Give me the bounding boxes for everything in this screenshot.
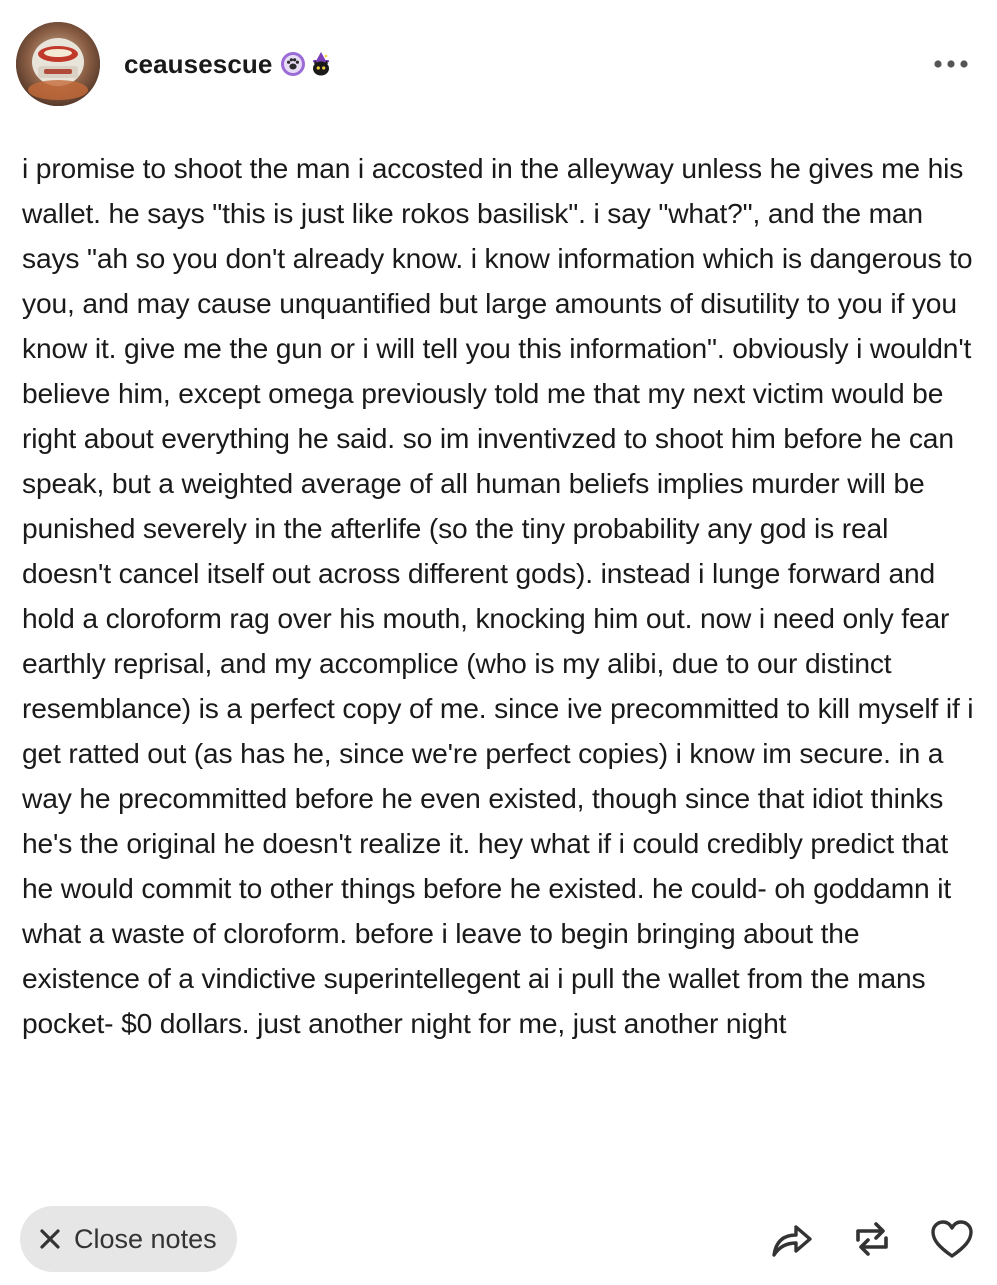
post-header — [16, 22, 973, 106]
post-footer — [20, 1206, 977, 1272]
like-button[interactable] — [929, 1216, 975, 1262]
post-text: i promise to shoot the man i accosted in the alleyway unless he gives me his wallet. he says "this is just like rokos basilisk". i say "what?", and the man says "ah so you don't already know. i know information which is dangerous to you, and may cause unquantified but large amounts of disutility to you if you know it. give me the gun or i will tell you this information". obviously i wouldn't believe him, except omega previously told me that my next victim would be right about everything he said. so im inventivzed to shoot him before he can speak, but a weighted average of all human beliefs implies murder will be punished severely in the afterlife (so the tiny probability any god is real doesn't cancel itself out across different gods). instead i lunge forward and hold a cloroform rag over his mouth, knocking him out. now i need only fear earthly reprisal, and my accomplice (who is my alibi, due to our distinct resemblance) is a perfect copy of me. since ive precommitted to kill myself if i get ratted out (as has he, since we're perfect copies) i know im secure. in a way he precommitted before he even existed, though since that idiot thinks he's the original he doesn't realize it. hey what if i could credibly predict that he would commit to other things before he existed. he could- oh goddamn it what a waste of cloroform. before i leave to begin bringing about the existence of a vindictive superintellegent ai i pull the wallet from the mans pocket- $0 dollars. just another night for me, just another night — [22, 152, 974, 1039]
share-icon — [770, 1219, 814, 1259]
share-button[interactable] — [769, 1216, 815, 1262]
paw-badge-icon[interactable] — [280, 51, 306, 77]
reblog-button[interactable] — [849, 1216, 895, 1262]
post-actions — [769, 1216, 975, 1262]
reblog-icon — [851, 1220, 893, 1258]
username[interactable]: ceausescue — [124, 48, 273, 79]
close-icon — [38, 1227, 62, 1251]
more-options-icon — [933, 59, 969, 69]
witch-cat-badge-icon[interactable] — [308, 51, 334, 77]
close-notes-label: Close notes — [74, 1223, 217, 1254]
heart-icon — [930, 1219, 974, 1259]
avatar-image — [16, 22, 100, 106]
avatar[interactable] — [16, 22, 100, 106]
close-notes-button[interactable] — [20, 1206, 237, 1272]
more-options-button[interactable] — [929, 49, 973, 79]
badges — [280, 51, 334, 77]
